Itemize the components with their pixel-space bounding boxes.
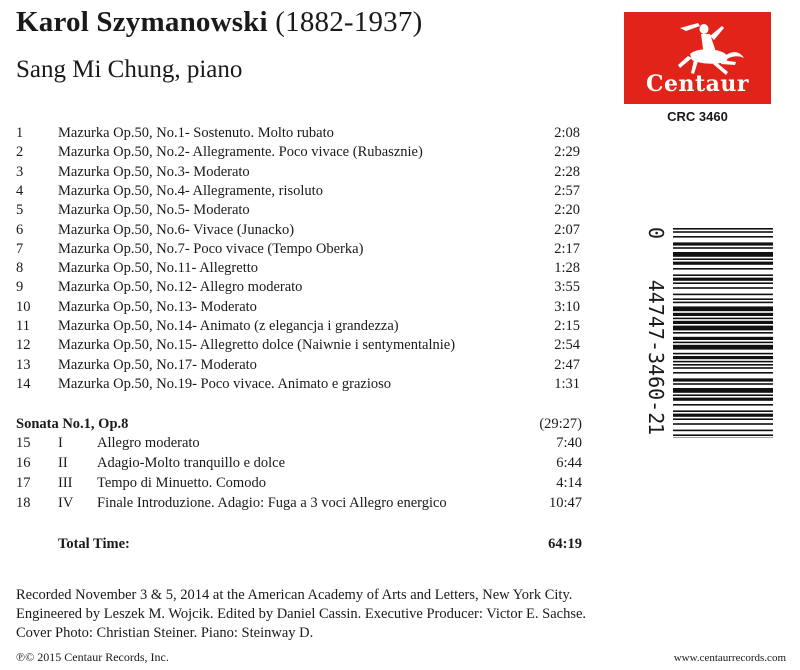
barcode-bar — [673, 326, 773, 331]
movement-duration: 4:14 — [556, 475, 582, 491]
track-duration: 2:29 — [554, 144, 580, 161]
track-number: 12 — [16, 337, 31, 354]
track-title: Mazurka Op.50, No.15- Allegretto dolce (Naiwnie i sentymentalnie) — [58, 337, 456, 354]
movement-title: Adagio-Molto tranquillo e dolce — [97, 455, 286, 471]
track-number: 4 — [16, 182, 24, 199]
movement-row — [0, 455, 600, 474]
barcode-bar — [673, 332, 773, 334]
barcode-bar — [673, 268, 773, 270]
track-row — [0, 183, 600, 202]
performer-line: Sang Mi Chung, piano — [16, 56, 243, 83]
website-link[interactable]: www.centaurrecords.com — [673, 652, 786, 664]
track-duration: 2:28 — [554, 163, 580, 180]
barcode-digit-group: 44747-3460-2 — [644, 279, 668, 425]
barcode-bar — [673, 394, 773, 396]
movement-title: Tempo di Minuetto. Comodo — [97, 475, 266, 491]
track-number: 2 — [16, 144, 24, 161]
barcode-bar — [673, 404, 773, 406]
barcode-bar — [673, 236, 773, 238]
track-number: 5 — [16, 202, 24, 219]
movement-numeral: III — [58, 475, 73, 491]
barcode-bar — [673, 313, 773, 316]
track-number: 11 — [16, 318, 30, 334]
credit-photo-piano: Cover Photo: Christian Steiner. Piano: Steinway D. — [16, 625, 314, 641]
movement-duration: 7:40 — [556, 435, 582, 451]
sonata-duration: (29:27) — [539, 416, 582, 432]
track-row — [0, 144, 600, 163]
sonata-title: Sonata No.1, Op.8 — [16, 416, 129, 432]
barcode-bar — [673, 231, 773, 233]
track-duration: 2:54 — [554, 337, 580, 354]
track-number: 18 — [16, 495, 31, 511]
track-title: Mazurka Op.50, No.13- Moderato — [58, 298, 257, 315]
track-row — [0, 202, 600, 221]
track-title: Mazurka Op.50, No.3- Moderato — [58, 163, 250, 180]
track-title: Mazurka Op.50, No.6- Vivace (Junacko) — [58, 221, 295, 238]
movement-numeral: I — [58, 435, 63, 451]
track-number: 6 — [16, 221, 24, 238]
track-number: 15 — [16, 435, 31, 451]
track-row — [0, 299, 600, 318]
barcode-bar — [673, 414, 773, 417]
barcode-bar — [673, 378, 773, 381]
barcode-bar — [673, 258, 773, 260]
barcode-bar — [673, 282, 773, 284]
track-duration: 2:20 — [554, 202, 580, 219]
movement-duration: 10:47 — [548, 495, 582, 511]
barcode-bar — [673, 247, 773, 249]
barcode-bar — [673, 434, 773, 436]
barcode-bar — [673, 353, 773, 355]
track-title: Mazurka Op.50, No.2- Allegramente. Poco vivace (Rubasznie) — [58, 144, 423, 161]
barcode-bar — [673, 430, 773, 432]
track-row — [0, 125, 600, 144]
barcode-bar — [673, 364, 773, 366]
total-time — [58, 536, 582, 553]
credits — [16, 586, 586, 643]
composer-name: Karol Szymanowski — [16, 6, 268, 38]
track-title: Mazurka Op.50, No.12- Allegro moderato — [58, 279, 303, 296]
composer-years: (1882-1937) — [275, 6, 423, 38]
barcode-bar — [673, 337, 773, 340]
barcode-bar — [673, 318, 773, 320]
track-duration: 2:57 — [554, 182, 580, 199]
barcode-bar — [673, 410, 773, 412]
track-duration: 3:10 — [554, 298, 580, 315]
track-title: Mazurka Op.50, No.1- Sostenuto. Molto rubato — [58, 125, 334, 141]
barcode-bar — [673, 228, 773, 230]
track-number: 7 — [16, 240, 24, 257]
copyright: ℗© 2015 Centaur Records, Inc. — [16, 650, 169, 664]
track-duration: 1:31 — [554, 375, 580, 392]
track-number: 9 — [16, 279, 24, 296]
barcode-bar — [673, 356, 773, 359]
barcode-bar — [673, 367, 773, 369]
track-title: Mazurka Op.50, No.7- Poco vivace (Tempo Oberka) — [58, 240, 364, 257]
barcode-bar — [673, 418, 773, 420]
logo-wordmark: Centaur — [645, 71, 749, 97]
total-time-value: 64:19 — [548, 536, 582, 552]
movement-title: Finale Introduzione. Adagio: Fuga a 3 voci Allegro energico — [97, 495, 447, 511]
track-row — [0, 222, 600, 241]
track-title: Mazurka Op.50, No.5- Moderato — [58, 202, 250, 219]
barcode-bar — [673, 298, 773, 300]
movement-numeral: II — [58, 455, 68, 471]
track-duration: 2:08 — [554, 125, 580, 141]
track-title: Mazurka Op.50, No.19- Poco vivace. Animato e grazioso — [58, 375, 392, 392]
barcode-bar — [673, 398, 773, 401]
movement-numeral: IV — [58, 495, 74, 511]
track-row — [0, 318, 600, 337]
track-number: 16 — [16, 455, 31, 471]
barcode-bar — [673, 306, 773, 311]
barcode-bar — [673, 274, 773, 276]
track-duration: 3:55 — [554, 279, 580, 296]
track-number: 8 — [16, 260, 24, 277]
barcode-bar — [673, 345, 773, 350]
barcode-bar — [673, 252, 773, 257]
barcode-digit-trail: 1 — [644, 422, 668, 436]
barcode-bar — [673, 262, 773, 265]
barcode-bars — [673, 228, 773, 438]
track-row — [0, 241, 600, 260]
barcode-digits — [643, 222, 669, 442]
track-number: 13 — [16, 356, 31, 373]
barcode-bar — [673, 383, 773, 385]
track-row — [0, 337, 600, 356]
track-row — [0, 357, 600, 376]
credit-recording: Recorded November 3 & 5, 2014 at the American Academy of Arts and Letters, New York City. — [16, 587, 573, 603]
movement-row — [0, 435, 600, 454]
barcode-bar — [673, 342, 773, 344]
movement-title: Allegro moderato — [97, 435, 200, 451]
barcode-bar — [673, 361, 773, 363]
barcode-digit-lead: 0 — [644, 226, 668, 240]
barcode-bar — [673, 287, 773, 289]
sonata-header — [16, 416, 582, 435]
movement-row — [0, 495, 600, 514]
track-number: 1 — [16, 125, 24, 141]
track-row — [0, 260, 600, 279]
track-duration: 2:17 — [554, 240, 580, 257]
track-number: 10 — [16, 298, 31, 315]
barcode-bar — [673, 278, 773, 281]
track-duration: 1:28 — [554, 260, 580, 277]
movement-row — [0, 475, 600, 494]
movement-duration: 6:44 — [556, 455, 582, 471]
track-number: 14 — [16, 375, 31, 392]
barcode — [643, 222, 773, 442]
credit-engineering: Engineered by Leszek M. Wojcik. Edited by Daniel Cassin. Executive Producer: Victor E. Sachse. — [16, 606, 587, 622]
total-time-label: Total Time: — [58, 536, 130, 552]
track-row — [0, 164, 600, 183]
catalog-number: CRC 3460 — [667, 109, 728, 124]
barcode-bar — [673, 388, 773, 393]
track-duration: 2:15 — [554, 318, 580, 334]
barcode-bar — [673, 294, 773, 296]
track-number: 17 — [16, 475, 31, 491]
track-duration: 2:47 — [554, 356, 580, 373]
track-title: Mazurka Op.50, No.14- Animato (z elegancja i grandezza) — [58, 318, 399, 334]
composer-heading — [16, 6, 422, 39]
barcode-bar — [673, 321, 773, 324]
track-title: Mazurka Op.50, No.11- Allegretto — [58, 260, 258, 277]
barcode-bar — [673, 302, 773, 304]
barcode-bar — [673, 372, 773, 374]
track-title: Mazurka Op.50, No.17- Moderato — [58, 356, 257, 373]
track-row — [0, 279, 600, 298]
barcode-bar — [673, 423, 773, 425]
barcode-digit-group-wrap — [643, 277, 669, 427]
track-number: 3 — [16, 163, 24, 180]
centaur-logo — [624, 12, 771, 104]
track-duration: 2:07 — [554, 221, 580, 238]
track-title: Mazurka Op.50, No.4- Allegramente, risoluto — [58, 182, 323, 199]
track-row — [0, 376, 600, 395]
barcode-bar — [673, 242, 773, 245]
